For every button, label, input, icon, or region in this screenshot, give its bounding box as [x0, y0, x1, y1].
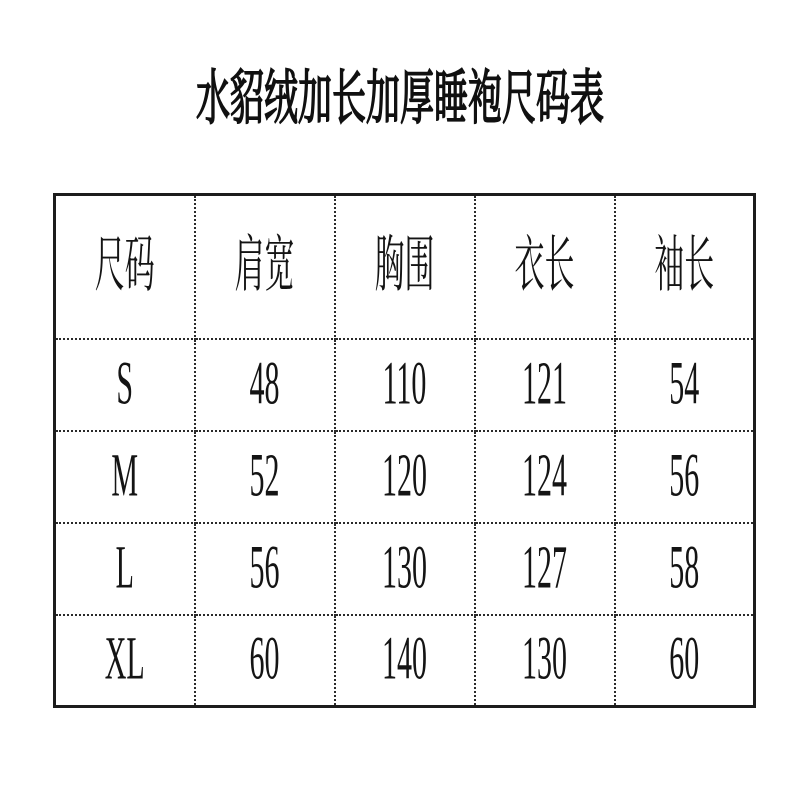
table-row-l — [55, 523, 755, 615]
header-row — [55, 195, 755, 339]
cell-chest — [335, 339, 475, 431]
table-row-xl — [55, 615, 755, 707]
column-header-label: 尺码 — [94, 231, 155, 300]
cell-value: 60 — [669, 625, 700, 694]
cell-value: 56 — [669, 441, 700, 510]
cell-value: 56 — [249, 533, 280, 602]
cell-value: 110 — [382, 349, 427, 418]
cell-shoulder-width — [195, 431, 335, 523]
cell-value: 48 — [249, 349, 280, 418]
cell-garment-length — [475, 431, 615, 523]
cell-garment-length — [475, 615, 615, 707]
cell-sleeve-length — [615, 339, 755, 431]
cell-sleeve-length — [615, 615, 755, 707]
cell-value: 58 — [669, 533, 700, 602]
table-row-m — [55, 431, 755, 523]
cell-chest — [335, 523, 475, 615]
column-header-label: 衣长 — [514, 231, 575, 300]
cell-garment-length — [475, 339, 615, 431]
cell-value: S — [116, 349, 134, 418]
column-header-label: 肩宽 — [234, 231, 295, 300]
cell-size — [55, 615, 195, 707]
cell-value: 52 — [249, 441, 280, 510]
column-header-shoulder-width — [195, 195, 335, 339]
cell-value: 130 — [522, 625, 567, 694]
cell-value: L — [115, 533, 134, 602]
column-header-label: 袖长 — [654, 231, 715, 300]
cell-value: 127 — [522, 533, 567, 602]
cell-sleeve-length — [615, 431, 755, 523]
column-header-size — [55, 195, 195, 339]
size-chart-table — [53, 193, 756, 708]
cell-value: 121 — [522, 349, 567, 418]
cell-chest — [335, 615, 475, 707]
table-row-s — [55, 339, 755, 431]
cell-value: 120 — [382, 441, 427, 510]
cell-garment-length — [475, 523, 615, 615]
cell-size — [55, 523, 195, 615]
cell-shoulder-width — [195, 523, 335, 615]
cell-size — [55, 431, 195, 523]
cell-value: M — [111, 441, 139, 510]
cell-shoulder-width — [195, 615, 335, 707]
cell-shoulder-width — [195, 339, 335, 431]
column-header-sleeve-length — [615, 195, 755, 339]
cell-value: XL — [104, 625, 145, 694]
page-title: 水貂绒加长加厚睡袍尺码表 — [196, 64, 604, 134]
column-header-garment-length — [475, 195, 615, 339]
cell-value: 130 — [382, 533, 427, 602]
cell-value: 140 — [382, 625, 427, 694]
column-header-chest — [335, 195, 475, 339]
cell-sleeve-length — [615, 523, 755, 615]
cell-value: 54 — [669, 349, 700, 418]
column-header-label: 胸围 — [374, 231, 435, 300]
cell-chest — [335, 431, 475, 523]
cell-size — [55, 339, 195, 431]
cell-value: 124 — [522, 441, 567, 510]
cell-value: 60 — [249, 625, 280, 694]
